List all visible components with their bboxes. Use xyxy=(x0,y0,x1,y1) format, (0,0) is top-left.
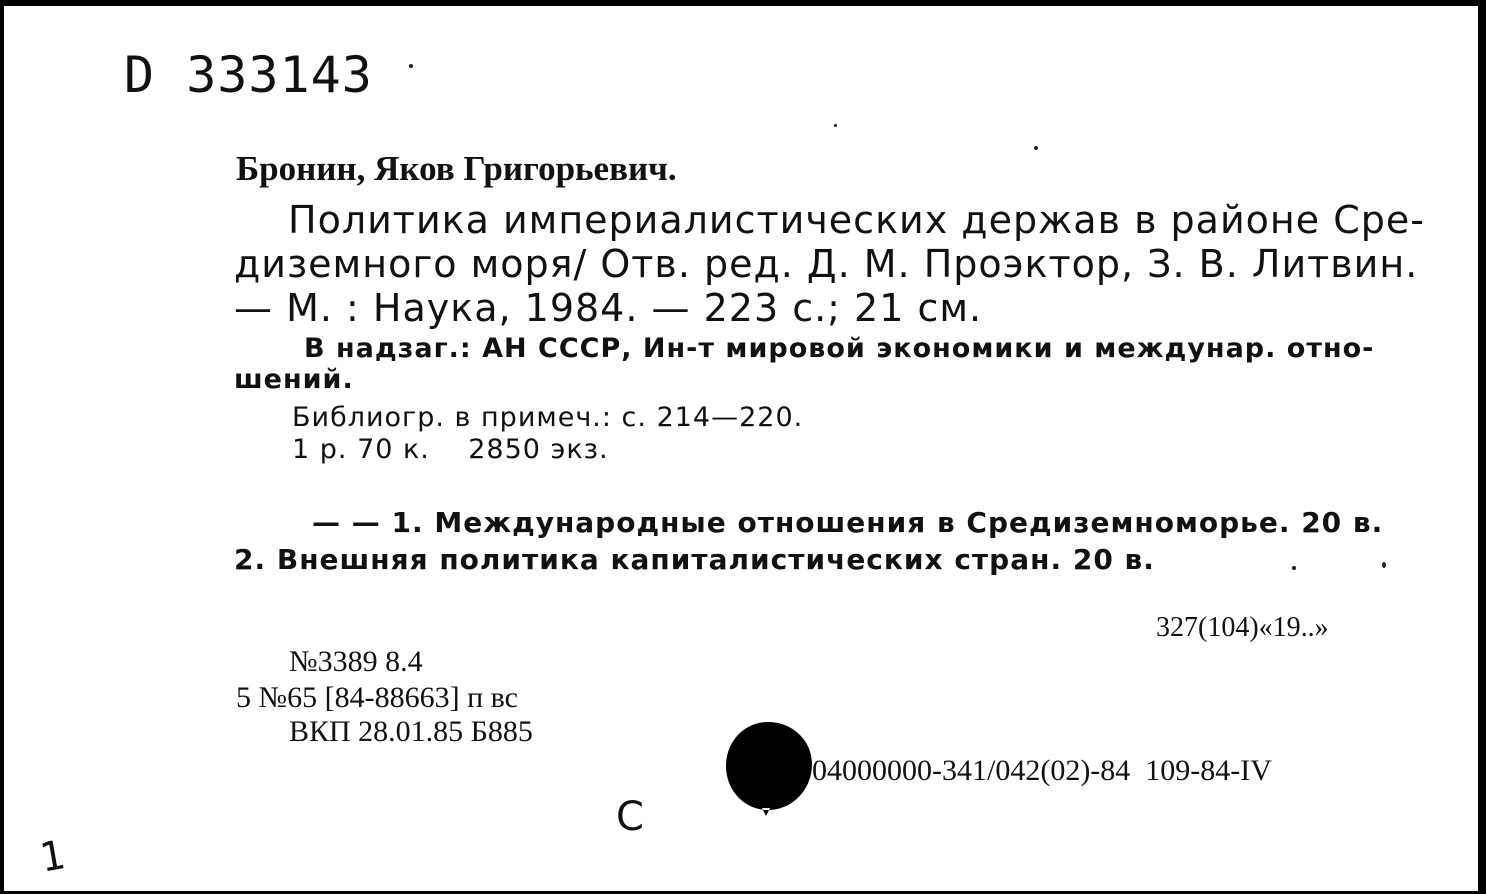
note-line: В надзаг.: АН СССР, Ин-т мировой экономики и междунар. отно- xyxy=(304,333,1375,364)
ink-speck xyxy=(409,64,413,68)
title-line: Политика империалистических держав в районе Сре- xyxy=(288,198,1425,242)
note-line: шений. xyxy=(234,364,354,395)
title-line: — М. : Наука, 1984. — 223 с.; 21 см. xyxy=(234,286,983,330)
registration-line: 5 №65 [84-88663] п вс xyxy=(236,681,518,714)
handwritten-corner-mark: 1 xyxy=(36,832,68,882)
ink-speck xyxy=(1382,562,1386,568)
ink-speck xyxy=(834,124,837,127)
author-name: Бронин, Яков Григорьевич. xyxy=(236,149,677,188)
registration-line: ВКП 28.01.85 Б885 xyxy=(289,715,533,748)
ink-speck xyxy=(1292,566,1296,570)
subject-heading: 2. Внешняя политика капиталистических стран. 20 в. xyxy=(234,543,1155,576)
ink-blot xyxy=(722,718,814,816)
bibliography-note: Библиогр. в примеч.: с. 214—220. xyxy=(292,402,804,433)
subject-heading: — — 1. Международные отношения в Средиземноморье. 20 в. xyxy=(312,506,1384,539)
series-code: 04000000-341/042(02)-84 109-84-IV xyxy=(812,754,1272,787)
catalog-number: D 333143 xyxy=(124,46,373,104)
price-note: 1 р. 70 к. 2850 экз. xyxy=(292,434,609,465)
registration-line: №3389 8.4 xyxy=(289,645,423,678)
udc-code: 327(104)«19..» xyxy=(1156,612,1329,643)
title-line: диземного моря/ Отв. ред. Д. М. Проэктор, З. В. Литвин. xyxy=(234,242,1419,286)
letter-mark: С xyxy=(616,794,644,840)
ink-speck xyxy=(1034,146,1038,150)
